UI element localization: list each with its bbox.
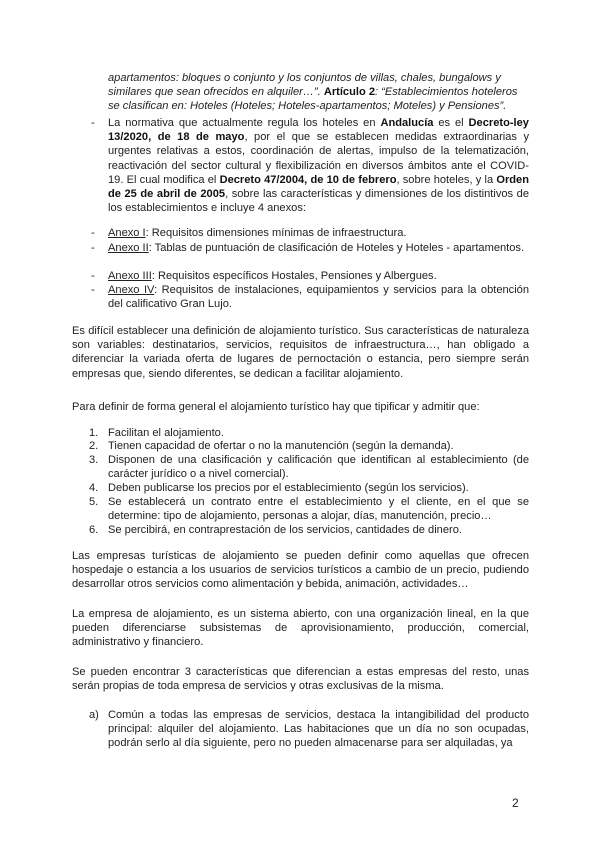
list-number: 4. xyxy=(89,482,99,494)
anexo-label: Anexo IV xyxy=(108,284,155,296)
articulo-2-label: Artículo 2 xyxy=(323,86,375,99)
anexo-dash: - xyxy=(91,227,95,239)
normativa-text-2: es el xyxy=(433,117,469,129)
list-item: Se establecerá un contrato entre el establecimiento y el cliente, en el que se determine: tipo de alojamiento, personas a alojar, días, manutención, precio… xyxy=(108,496,529,523)
normativa-dash: - xyxy=(91,117,95,129)
anexo-label: Anexo III xyxy=(108,270,152,282)
list-item: Deben publicarse los precios por el establecimiento (según los servicios). xyxy=(108,482,469,494)
list-number: 2. xyxy=(89,440,99,452)
normativa-andalucia: Andalucía xyxy=(380,117,434,129)
anexo-dash: - xyxy=(91,242,95,254)
anexo-text: : Tablas de puntuación de clasificación de Hoteles y Hoteles - apartamentos. xyxy=(148,242,525,254)
paragraph-definicion: Es difícil establecer una definición de alojamiento turístico. Sus características de naturaleza son variables: destinatarios, servicios, requisitos de infraestructura…, han obligado a diferenciar la variada oferta de lugares de pernoctación o estancia, pero siempre serán empresas que, siendo diferentes, se dedican a facilitar alojamiento. xyxy=(72,325,529,380)
normativa-decreto-47: Decreto 47/2004, de 10 de febrero xyxy=(219,173,397,186)
paragraph-caracteristicas: Se pueden encontrar 3 características que diferencian a estas empresas del resto, unas serán propias de toda empresa de servicios y otras exclusivas de la misma. xyxy=(72,666,529,693)
normativa-paragraph xyxy=(108,116,529,215)
anexo-label: Anexo II xyxy=(108,242,149,254)
list-item: Se percibirá, en contraprestación de los servicios, cantidades de dinero. xyxy=(108,524,462,536)
intro-continuation xyxy=(108,71,529,114)
anexo-label: Anexo I xyxy=(108,227,146,239)
list-number: 6. xyxy=(89,524,99,536)
page-number: 2 xyxy=(512,796,519,810)
paragraph-empresas: Las empresas turísticas de alojamiento se pueden definir como aquellas que ofrecen hospedaje o estancia a los usuarios de servicios turísticos a cambio de un precio, pudiendo desarrollar otros servicios como alimentación y bebida, animación, actividades… xyxy=(72,550,529,591)
anexo-text: : Requisitos dimensiones mínimas de infraestructura. xyxy=(145,227,407,239)
anexo-text: : Requisitos específicos Hostales, Pensiones y Albergues. xyxy=(151,270,437,282)
list-item: Facilitan el alojamiento. xyxy=(108,427,224,439)
paragraph-tipificar: Para definir de forma general el alojamiento turístico hay que tipificar y admitir que: xyxy=(72,401,480,413)
paragraph-sistema: La empresa de alojamiento, es un sistema abierto, con una organización lineal, en la que pueden diferenciarse subsistemas de aprovisionamiento, producción, comercial, administrativo y financiero. xyxy=(72,608,529,649)
normativa-decreto-ley: Decreto-ley 13/2020, de 18 de mayo xyxy=(108,117,529,144)
anexo-dash: - xyxy=(91,284,95,296)
normativa-orden: Orden de 25 de abril de 2005 xyxy=(108,173,529,201)
articulo-2-text: : “Establecimientos hoteleros xyxy=(375,86,518,99)
list-item: Tienen capacidad de ofertar o no la manutención (según la demanda). xyxy=(108,440,454,452)
list-item: Disponen de una clasificación y calificación que identifican al establecimiento (de carácter jurídico o a nivel comercial). xyxy=(108,454,529,481)
normativa-text-4: , sobre hoteles, y la xyxy=(396,173,497,186)
normativa-text-3: , por el que se establecen medidas extraordinarias y urgentes relativas a estos, coordinación de alertas, impulso de la telematización, reactivación del sector cultural y flexibilización en diversos ámbitos ante el COVID-19. El cual modifica el xyxy=(108,131,529,186)
list-number: 1. xyxy=(89,427,99,439)
anexo-item-3 xyxy=(108,269,529,283)
normativa-text-1: La normativa que actualmente regula los hoteles en xyxy=(108,117,381,129)
anexo-item-4 xyxy=(108,283,529,311)
list-number: 5. xyxy=(89,496,99,508)
anexo-text: : Requisitos de instalaciones, equipamientos y servicios para la obtención del calificativo Gran Lujo. xyxy=(108,284,530,311)
item-a-label: a) xyxy=(89,709,99,721)
intro-line-1: apartamentos: bloques o conjunto y los conjuntos de villas, chales, bungalows y xyxy=(108,72,501,84)
intro-line-2 xyxy=(108,85,529,99)
intro-line-2-text: similares que sean ofrecidos en alquiler…”. xyxy=(108,86,321,99)
item-a-text: Común a todas las empresas de servicios, destaca la intangibilidad del producto principal: alquiler del alojamiento. Las habitaciones que un día no son ocupadas, podrán serlo al día siguiente, pero no pueden almacenarse para ser alquiladas, ya xyxy=(108,709,529,750)
anexo-item-1 xyxy=(108,226,529,240)
normativa-text-5: , sobre las características y dimensiones de los distintivos de los establecimientos e incluye 4 anexos: xyxy=(108,188,530,215)
list-number: 3. xyxy=(89,454,99,466)
intro-line-3: se clasifican en: Hoteles (Hoteles; Hoteles-apartamentos; Moteles) y Pensiones”. xyxy=(108,100,507,113)
anexo-item-2 xyxy=(108,241,529,255)
anexo-dash: - xyxy=(91,270,95,282)
